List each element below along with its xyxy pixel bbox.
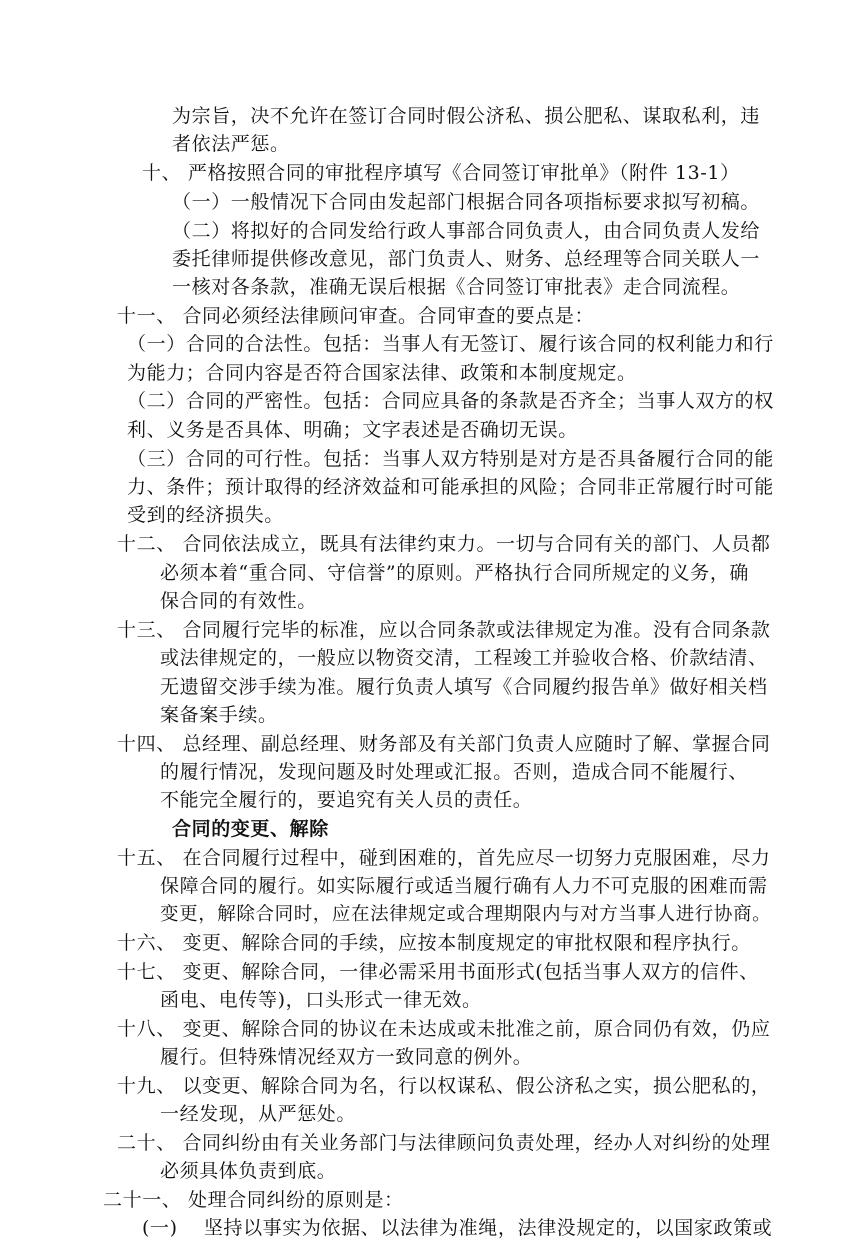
text-line: 必须具体负责到底。: [160, 1160, 337, 1182]
clause-14: 十四、 总经理、副总经理、财务部及有关部门负责人应随时了解、掌握合同: [117, 733, 771, 755]
text-line: 的履行情况，发现问题及时处理或汇报。否则，造成合同不能履行、: [160, 761, 749, 783]
text-line: （一）一般情况下合同由发起部门根据合同各项指标要求拟写初稿。: [172, 191, 761, 213]
text-line: 或法律规定的，一般应以物资交清，工程竣工并验收合格、价款结清、: [160, 647, 768, 669]
text-line: 为宗旨，决不允许在签订合同时假公济私、损公肥私、谋取私利，违: [172, 105, 761, 127]
text-line: 无遗留交涉手续为准。履行负责人填写《合同履约报告单》做好相关档: [160, 676, 768, 698]
text-line: 一经发现，从严惩处。: [160, 1103, 357, 1125]
text-line: 为能力；合同内容是否符合国家法律、政策和本制度规定。: [127, 362, 637, 384]
text-line: 必须本着“重合同、守信誉”的原则。严格执行合同所规定的义务，确: [160, 562, 750, 584]
clause-21: 二十一、 处理合同纠纷的原则是：: [103, 1189, 404, 1211]
text-line: （三）合同的可行性。包括：当事人双方特别是对方是否具备履行合同的能: [127, 448, 774, 470]
text-line: （二）合同的严密性。包括：合同应具备的条款是否齐全；当事人双方的权: [127, 390, 774, 412]
clause-18: 十八、 变更、解除合同的协议在未达成或未批准之前，原合同仍有效，仍应: [117, 1018, 771, 1040]
clause-17: 十七、 变更、解除合同，一律必需采用书面形式(包括当事人双方的信件、: [117, 961, 759, 983]
clause-19: 十九、 以变更、解除合同为名，行以权谋私、假公济私之实，损公肥私的，: [117, 1075, 771, 1097]
text-line: 一核对各条款，准确无误后根据《合同签订审批表》走合同流程。: [172, 276, 741, 298]
clause-10: 十、 严格按照合同的审批程序填写《合同签订审批单》（附件 13-1）: [142, 162, 740, 184]
text-line: 力、条件；预计取得的经济效益和可能承担的风险；合同非正常履行时可能: [127, 476, 774, 498]
text-line: 利、义务是否具体、明确；文字表述是否确切无误。: [127, 419, 578, 441]
text-line: 保合同的有效性。: [160, 590, 317, 612]
clause-16: 十六、 变更、解除合同的手续，应按本制度规定的审批权限和程序执行。: [117, 932, 751, 954]
text-line: 案备案手续。: [160, 704, 278, 726]
text-line: 保障合同的履行。如实际履行或适当履行确有人力不可克服的困难而需: [160, 875, 768, 897]
section-heading: 合同的变更、解除: [172, 818, 329, 840]
clause-11: 十一、 合同必须经法律顾问审查。合同审查的要点是：: [117, 305, 595, 327]
clause-12: 十二、 合同依法成立，既具有法律约束力。一切与合同有关的部门、人员都: [117, 533, 771, 555]
clause-13: 十三、 合同履行完毕的标准，应以合同条款或法律规定为准。没有合同条款: [117, 619, 771, 641]
text-line: （一）合同的合法性。包括：当事人有无签订、履行该合同的权利能力和行: [127, 333, 774, 355]
text-line: 变更，解除合同时，应在法律规定或合理期限内与对方当事人进行协商。: [160, 904, 772, 925]
clause-15: 十五、 在合同履行过程中，碰到困难的，首先应尽一切努力克服困难，尽力: [117, 847, 771, 869]
text-line: 受到的经济损失。: [127, 504, 284, 526]
clause-20: 二十、 合同纠纷由有关业务部门与法律顾问负责处理，经办人对纠纷的处理: [117, 1132, 771, 1154]
text-line: 者依法严惩。: [172, 133, 290, 155]
text-line: 函电、电传等)，口头形式一律无效。: [160, 989, 482, 1011]
text-line: 不能完全履行的，要追究有关人员的责任。: [160, 789, 533, 811]
text-line: 委托律师提供修改意见，部门负责人、财务、总经理等合同关联人一: [172, 248, 761, 270]
text-line: (一) 坚持以事实为依据、以法律为准绳，法律没规定的，以国家政策或: [142, 1217, 773, 1239]
text-line: 履行。但特殊情况经双方一致同意的例外。: [160, 1046, 533, 1068]
text-line: （二）将拟好的合同发给行政人事部合同负责人，由合同负责人发给: [172, 220, 761, 242]
